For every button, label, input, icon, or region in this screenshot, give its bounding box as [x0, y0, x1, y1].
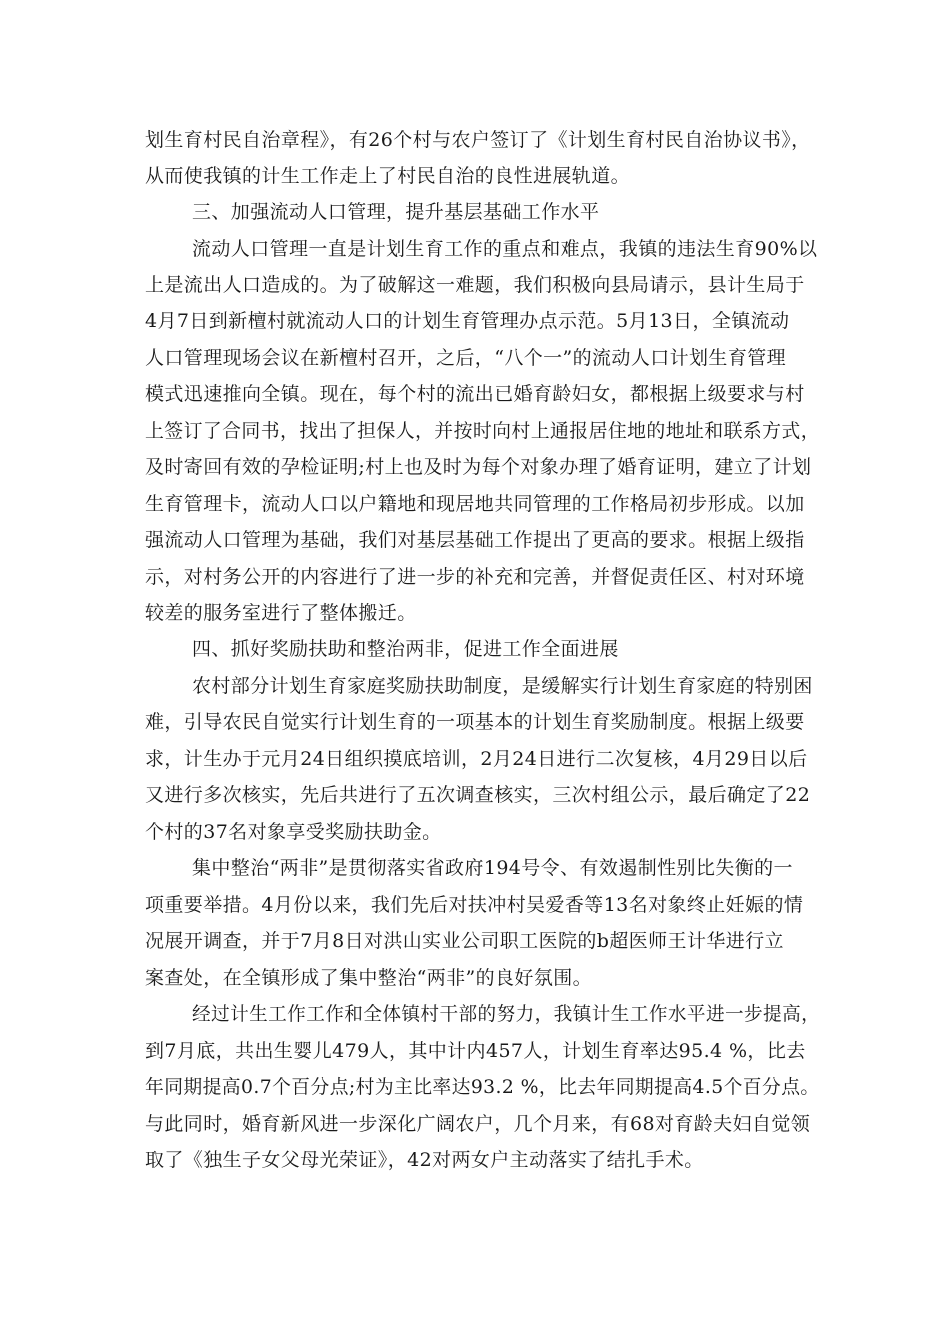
text-line-9: 上签订了合同书，找出了担保人，并按时向村上通报居住地的地址和联系方式，	[145, 420, 821, 442]
text-line-20: 个村的37名对象享受奖励扶助金。	[145, 821, 442, 843]
text-line-11: 生育管理卡，流动人口以户籍地和现居地共同管理的工作格局初步形成。以加	[145, 493, 805, 515]
text-line-14: 较差的服务室进行了整体搬迁。	[145, 602, 417, 624]
text-line-8: 模式迅速推向全镇。现在，每个村的流出已婚育龄妇女，都根据上级要求与村	[145, 383, 805, 405]
text-line-1: 划生育村民自治章程》，有26个村与农户签订了《计划生育村民自治协议书》，	[145, 129, 811, 151]
text-line-2: 从而使我镇的计生工作走上了村民自治的良性进展轨道。	[145, 165, 631, 187]
text-line-10: 及时寄回有效的孕检证明;村上也及时为每个对象办理了婚育证明，建立了计划	[145, 456, 812, 478]
text-line-13: 示，对村务公开的内容进行了进一步的补充和完善，并督促责任区、村对环境	[145, 566, 805, 588]
text-line-23: 况展开调查，并于7月8日对洪山实业公司职工医院的b超医师王计华进行立	[145, 930, 784, 952]
text-line-27: 年同期提高0.7个百分点;村为主比率达93.2 %，比去年同期提高4.5个百分点。	[145, 1076, 820, 1098]
text-line-5: 上是流出人口造成的。为了破解这一难题，我们积极向县局请示，县计生局于	[145, 274, 805, 296]
text-line-17: 难，引导农民自觉实行计划生育的一项基本的计划生育奖励制度。根据上级要	[145, 711, 805, 733]
text-line-21: 集中整治“两非”是贯彻落实省政府194号令、有效遏制性别比失衡的一	[192, 857, 793, 879]
section-heading-4: 四、抓好奖励扶助和整治两非，促进工作全面进展	[192, 638, 619, 660]
text-line-4: 流动人口管理一直是计划生育工作的重点和难点，我镇的违法生育90%以	[192, 238, 818, 260]
text-line-18: 求，计生办于元月24日组织摸底培训，2月24日进行二次复核，4月29日以后	[145, 748, 808, 770]
text-line-22: 项重要举措。4月份以来，我们先后对扶冲村吴爱香等13名对象终止妊娠的情	[145, 894, 804, 916]
text-line-16: 农村部分计划生育家庭奖励扶助制度，是缓解实行计划生育家庭的特别困	[192, 675, 813, 697]
text-line-24: 案查处，在全镇形成了集中整治“两非”的良好氛围。	[145, 967, 593, 989]
text-line-7: 人口管理现场会议在新檀村召开，之后，“八个一”的流动人口计划生育管理	[145, 347, 787, 369]
section-heading-3: 三、加强流动人口管理，提升基层基础工作水平	[192, 201, 600, 223]
text-line-12: 强流动人口管理为基础，我们对基层基础工作提出了更高的要求。根据上级指	[145, 529, 805, 551]
text-line-19: 又进行多次核实，先后共进行了五次调查核实，三次村组公示，最后确定了22	[145, 784, 811, 806]
text-line-29: 取了《独生子女父母光荣证》，42对两女户主动落实了结扎手术。	[145, 1149, 704, 1171]
text-line-6: 4月7日到新檀村就流动人口的计划生育管理办点示范。5月13日，全镇流动	[145, 310, 790, 332]
text-line-26: 到7月底，共出生婴儿479人，其中计内457人，计划生育率达95.4 %，比去	[145, 1040, 806, 1062]
text-line-25: 经过计生工作工作和全体镇村干部的努力，我镇计生工作水平进一步提高，	[192, 1003, 821, 1025]
text-line-28: 与此同时，婚育新风进一步深化广阔农户，几个月来，有68对育龄夫妇自觉领	[145, 1113, 811, 1135]
